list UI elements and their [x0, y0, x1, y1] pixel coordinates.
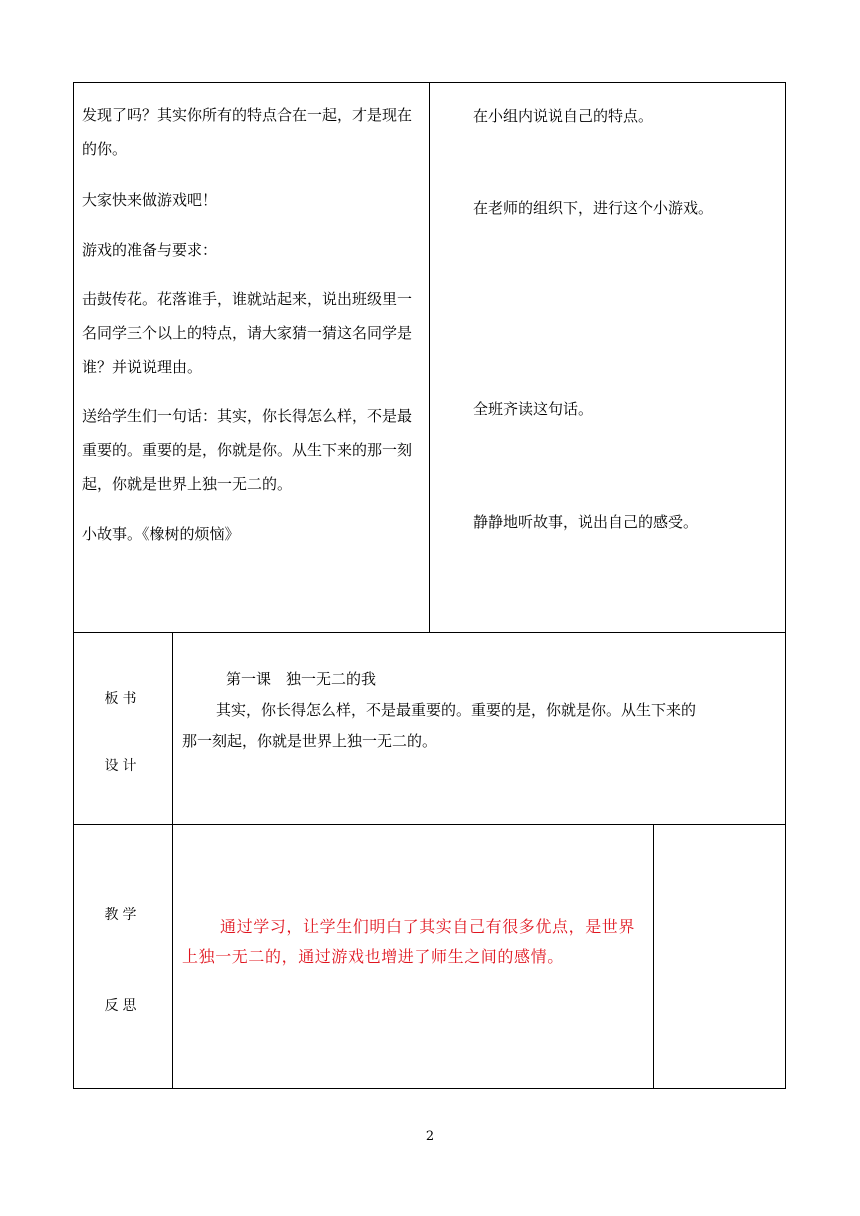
reflection-text: 通过学习，让学生们明白了其实自己有很多优点，是世界上独一无二的，通过游戏也增进了师生之间的感情。	[182, 917, 636, 966]
student-activity-2: 在老师的组织下，进行这个小游戏。	[473, 199, 714, 217]
paragraph-quote: 送给学生们一句话：其实，你长得怎么样，不是最重要的。重要的是，你就是你。从生下来的那一刻起，你就是世界上独一无二的。	[82, 407, 413, 493]
paragraph-discovery: 发现了吗？其实你所有的特点合在一起，才是现在的你。	[82, 106, 413, 158]
table-right-border	[785, 82, 786, 1089]
table-bottom-border	[73, 1088, 786, 1089]
student-activity-3: 全班齐读这句话。	[473, 400, 594, 418]
page-number: 2	[425, 1129, 435, 1144]
student-activity-4: 静静地听故事，说出自己的感受。	[473, 513, 699, 531]
label-column-divider	[172, 632, 173, 1089]
table-left-border	[73, 82, 74, 1089]
reflection-label-2: 反思	[104, 998, 141, 1014]
board-design-label-2: 设计	[104, 758, 141, 774]
board-design-label-1: 板书	[104, 691, 141, 707]
reflection-label-1: 教学	[104, 907, 141, 923]
paragraph-game-rules-heading: 游戏的准备与要求：	[82, 241, 218, 259]
paragraph-story: 小故事。《橡树的烦恼》	[82, 525, 240, 543]
paragraph-game-call: 大家快来做游戏吧！	[82, 191, 218, 209]
reflection-right-divider	[653, 824, 654, 1089]
row-divider-2	[73, 824, 786, 825]
top-column-divider	[429, 82, 430, 633]
paragraph-game-rules: 击鼓传花。花落谁手，谁就站起来，说出班级里一名同学三个以上的特点，请大家猜一猜这名同学是谁？并说说理由。	[82, 290, 413, 376]
student-activity-1: 在小组内说说自己的特点。	[473, 107, 654, 125]
board-body-line-1: 其实，你长得怎么样，不是最重要的。重要的是，你就是你。从生下来的	[216, 701, 697, 719]
board-title: 第一课 独一无二的我	[226, 670, 377, 688]
board-body-line-2: 那一刻起，你就是世界上独一无二的。	[182, 732, 438, 750]
